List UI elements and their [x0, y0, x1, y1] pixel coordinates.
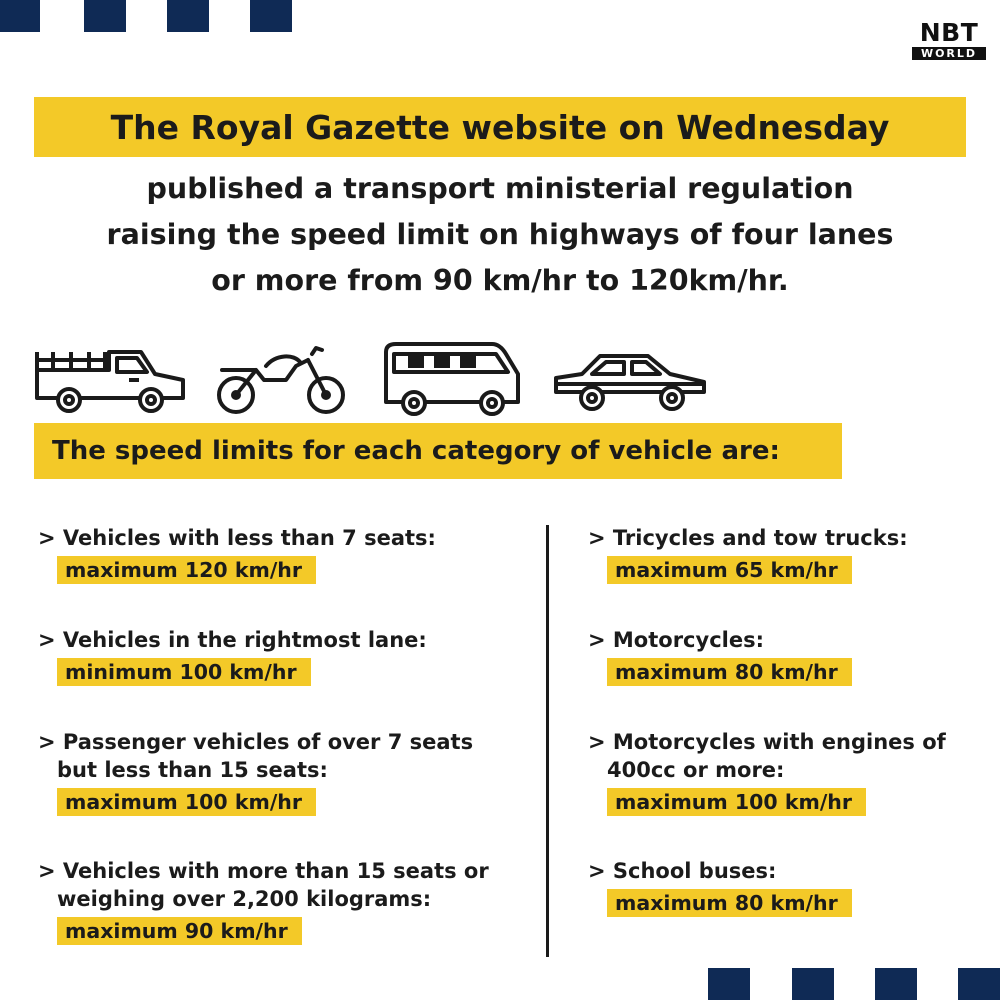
corner-square-decoration: [0, 0, 40, 32]
speed-limit-item: [38, 728, 473, 816]
item-label: > Motorcycles:: [588, 628, 764, 652]
corner-square-decoration: [167, 0, 209, 32]
corner-square-decoration: [792, 968, 834, 1000]
item-label: > Tricycles and tow trucks:: [588, 526, 908, 550]
corner-square-decoration: [875, 968, 917, 1000]
limit-badge: minimum 100 km/hr: [57, 658, 311, 686]
subtitle-line: published a transport ministerial regulation: [146, 172, 854, 205]
corner-square-decoration: [84, 0, 126, 32]
sedan-car-icon: [552, 340, 712, 420]
speed-limit-item: [588, 728, 946, 816]
pickup-truck-icon: [33, 340, 193, 420]
limit-badge: maximum 80 km/hr: [607, 658, 852, 686]
subtitle-line: or more from 90 km/hr to 120km/hr.: [211, 264, 789, 297]
speed-limit-item: [588, 524, 908, 584]
nbt-world-logo: [912, 20, 986, 60]
item-label: but less than 15 seats:: [57, 758, 328, 782]
vehicle-icons-row: [28, 340, 728, 420]
limit-badge: maximum 80 km/hr: [607, 889, 852, 917]
section-banner: The speed limits for each category of vehicle are:: [34, 423, 842, 479]
corner-square-decoration: [958, 968, 1000, 1000]
subtitle: [40, 166, 960, 304]
limit-badge: maximum 100 km/hr: [607, 788, 866, 816]
item-label: > Motorcycles with engines of: [588, 730, 946, 754]
subtitle-line: raising the speed limit on highways of four lanes: [106, 218, 894, 251]
item-label: > Vehicles with less than 7 seats:: [38, 526, 436, 550]
item-label: > Vehicles with more than 15 seats or: [38, 859, 489, 883]
speed-limit-item: [38, 626, 427, 686]
speed-limit-item: [588, 626, 852, 686]
corner-square-decoration: [250, 0, 292, 32]
item-label: weighing over 2,200 kilograms:: [57, 887, 432, 911]
page-title: The Royal Gazette website on Wednesday: [34, 97, 966, 157]
motorcycle-icon: [216, 340, 351, 420]
limit-badge: maximum 100 km/hr: [57, 788, 316, 816]
item-label: > Vehicles in the rightmost lane:: [38, 628, 427, 652]
item-label: > School buses:: [588, 859, 777, 883]
limit-badge: maximum 120 km/hr: [57, 556, 316, 584]
corner-square-decoration: [708, 968, 750, 1000]
column-divider: [546, 525, 549, 957]
limit-badge: maximum 90 km/hr: [57, 917, 302, 945]
speed-limit-item: [38, 857, 489, 945]
limit-badge: maximum 65 km/hr: [607, 556, 852, 584]
speed-limit-item: [588, 857, 852, 917]
logo-sub-text: WORLD: [912, 47, 986, 60]
speed-limit-item: [38, 524, 436, 584]
van-icon: [380, 340, 525, 420]
logo-main-text: NBT: [919, 18, 979, 47]
item-label: > Passenger vehicles of over 7 seats: [38, 730, 474, 754]
item-label: 400cc or more:: [607, 758, 785, 782]
